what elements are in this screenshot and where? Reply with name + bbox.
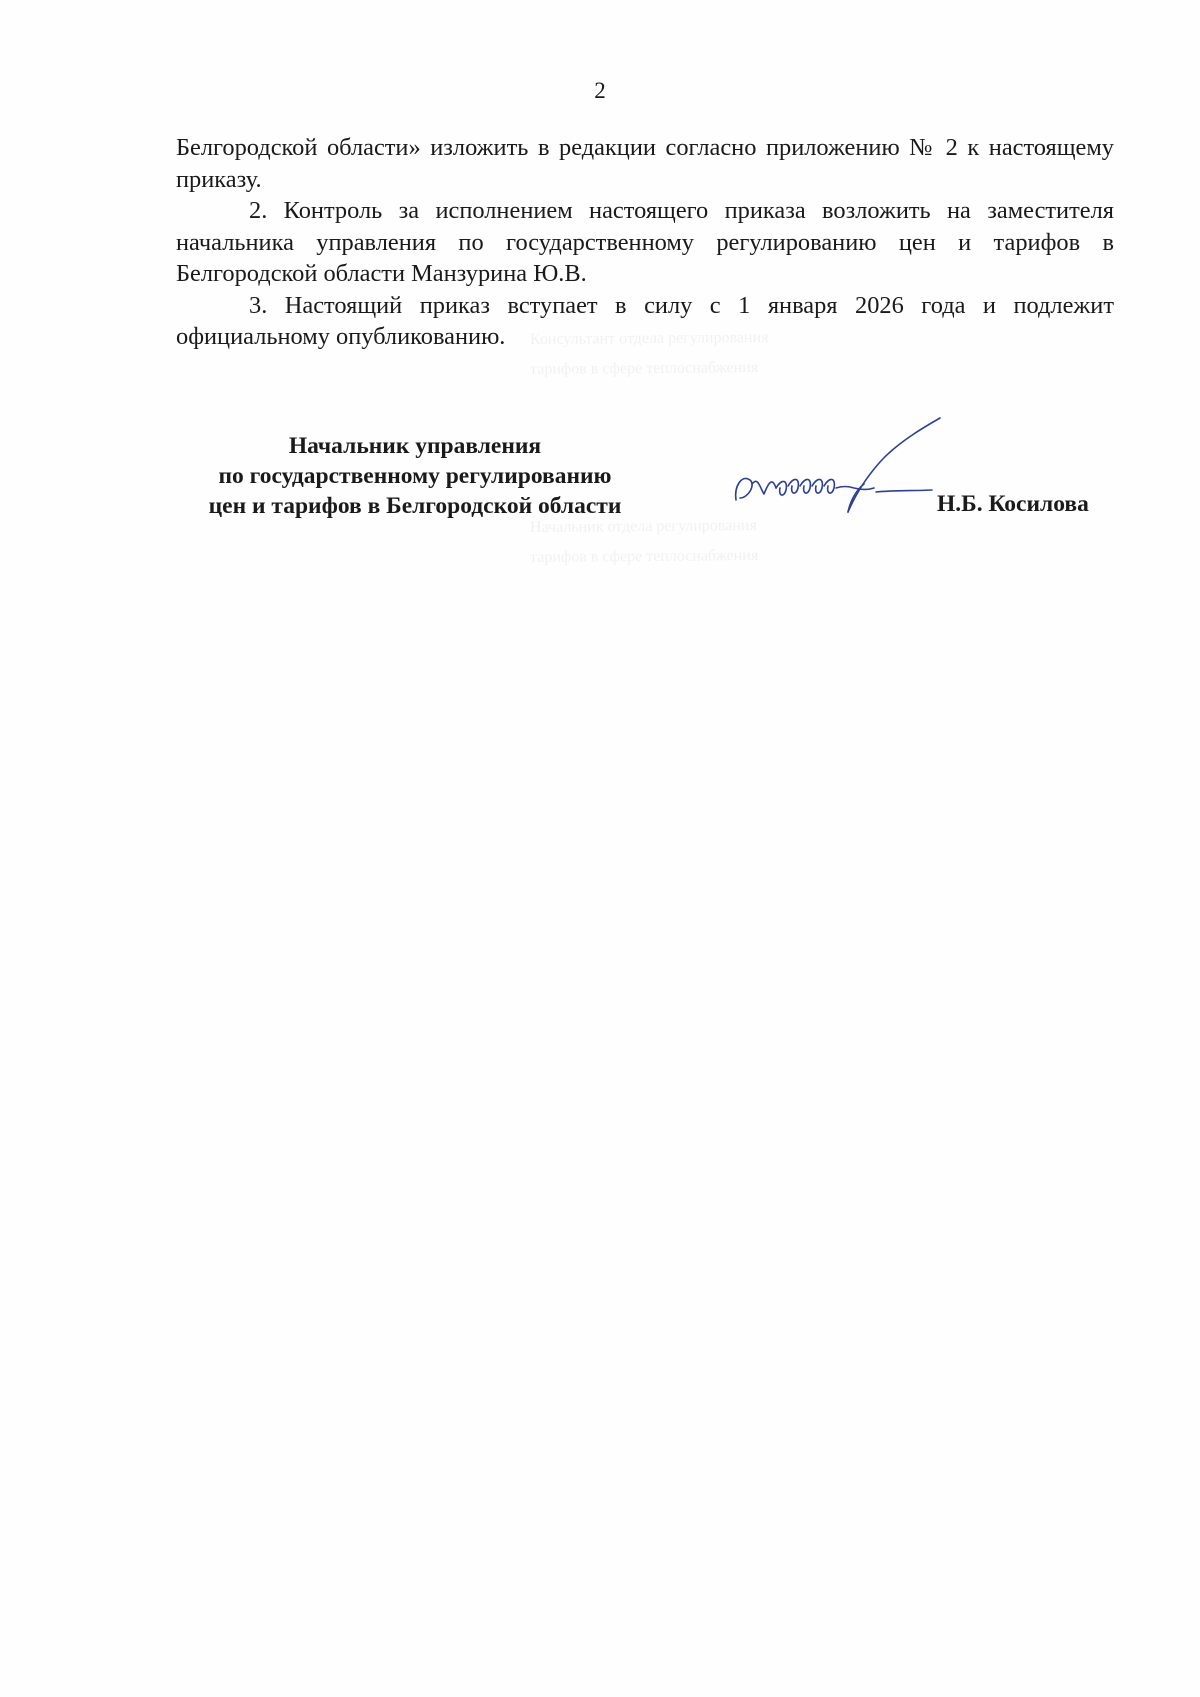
page-number: 2 [594, 78, 606, 103]
show-through-text: тарифов в сфере теплоснабжения [529, 359, 759, 378]
signatory-name: Н.Б. Косилова [937, 491, 1089, 517]
show-through-text: Консультант отдела регулирования [529, 328, 769, 349]
signatory-title-line: цен и тарифов в Белгородской области [208, 493, 622, 519]
show-through-text: тарифов в сфере теплоснабжения [529, 547, 759, 566]
signatory-title-line: по государственному регулированию [218, 463, 612, 489]
document-body [176, 132, 1114, 353]
paragraph-item-2: 2. Контроль за исполнением настоящего приказа возложить на заместителя начальника управления по государственному регулированию цен и тарифов в Белгородской области Манзурина Ю.В. [176, 197, 1114, 287]
signatory-title [150, 431, 680, 521]
paragraph-continuation: Белгородской области» изложить в редакции согласно приложению № 2 к настоящему приказу. [176, 134, 1114, 193]
show-through-text: Начальник отдела регулирования [529, 517, 757, 536]
paragraph-item-3: 3. Настоящий приказ вступает в силу с 1 января 2026 года и подлежит официальному опубликованию. [176, 291, 1114, 350]
signatory-title-line: Начальник управления [288, 433, 542, 459]
